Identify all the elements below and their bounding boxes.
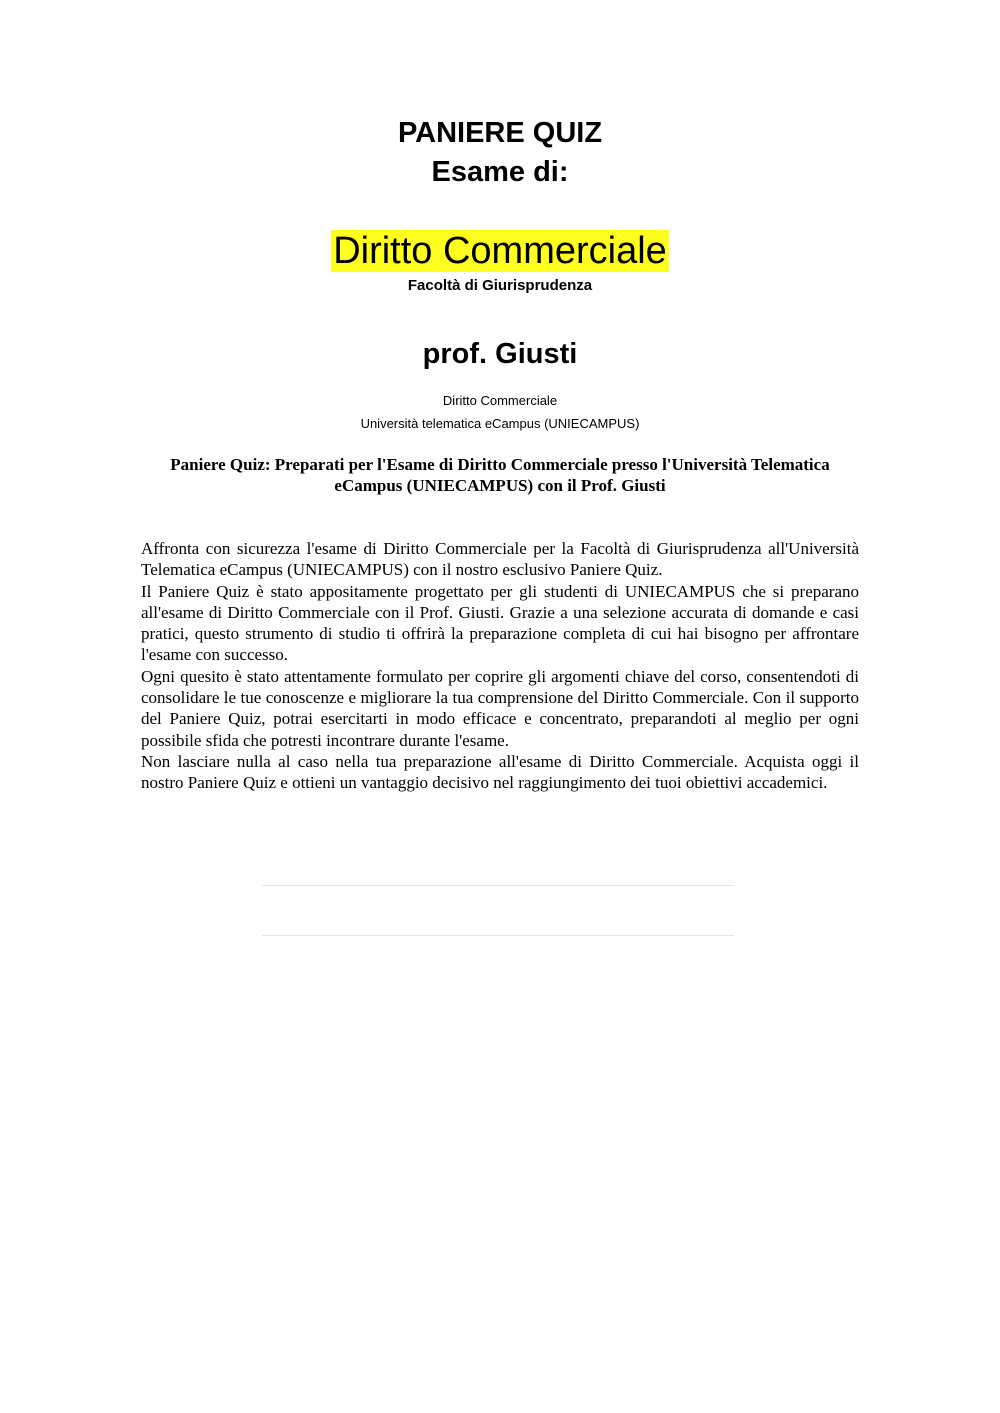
divider-line <box>262 885 734 886</box>
title-line-1: PANIERE QUIZ <box>397 117 603 149</box>
paragraph: Il Paniere Quiz è stato appositamente progettato per gli studenti di UNIECAMPUS che si preparano all'esame di Diritto Commerciale con il Prof. Giusti. Grazie a una selezione accurata di domande e casi pratici, questo strumento di studio ti offrirà la preparazione completa di cui hai bisogno per affrontare l'esame con successo. <box>141 581 859 665</box>
paragraph: Ogni quesito è stato attentamente formulato per coprire gli argomenti chiave del corso, consentendoti di consolidare le tue conoscenze e migliorare la tua comprensione del Diritto Commerciale. Con il supporto del Paniere Quiz, potrai esercitarti in modo efficace e concentrato, preparandoti al meglio per ogni possibile sfida che potresti incontrare durante l'esame. <box>141 666 859 750</box>
headline: Paniere Quiz: Preparati per l'Esame di Diritto Commerciale presso l'Università Telematica eCampus (UNIECAMPUS) con il Prof. Giusti <box>170 455 830 495</box>
paragraph: Affronta con sicurezza l'esame di Diritto Commerciale per la Facoltà di Giurisprudenza all'Università Telematica eCampus (UNIECAMPUS) con il nostro esclusivo Paniere Quiz. <box>141 539 859 580</box>
paragraph: Non lasciare nulla al caso nella tua preparazione all'esame di Diritto Commerciale. Acquista oggi il nostro Paniere Quiz e ottieni un vantaggio decisivo nel raggiungimento dei tuoi obiettivi accademici. <box>141 751 859 793</box>
professor-name: prof. Giusti <box>422 338 578 370</box>
course-name: Diritto Commerciale <box>442 393 558 408</box>
subject-title <box>0 226 1000 276</box>
title-line-2: Esame di: <box>431 156 569 188</box>
divider-line <box>262 935 734 936</box>
subject-highlight: Diritto Commerciale <box>333 230 667 272</box>
faculty-label: Facoltà di Giurisprudenza <box>407 277 593 294</box>
body-text <box>141 538 859 794</box>
university-name: Università telematica eCampus (UNIECAMPUS) <box>360 416 640 431</box>
